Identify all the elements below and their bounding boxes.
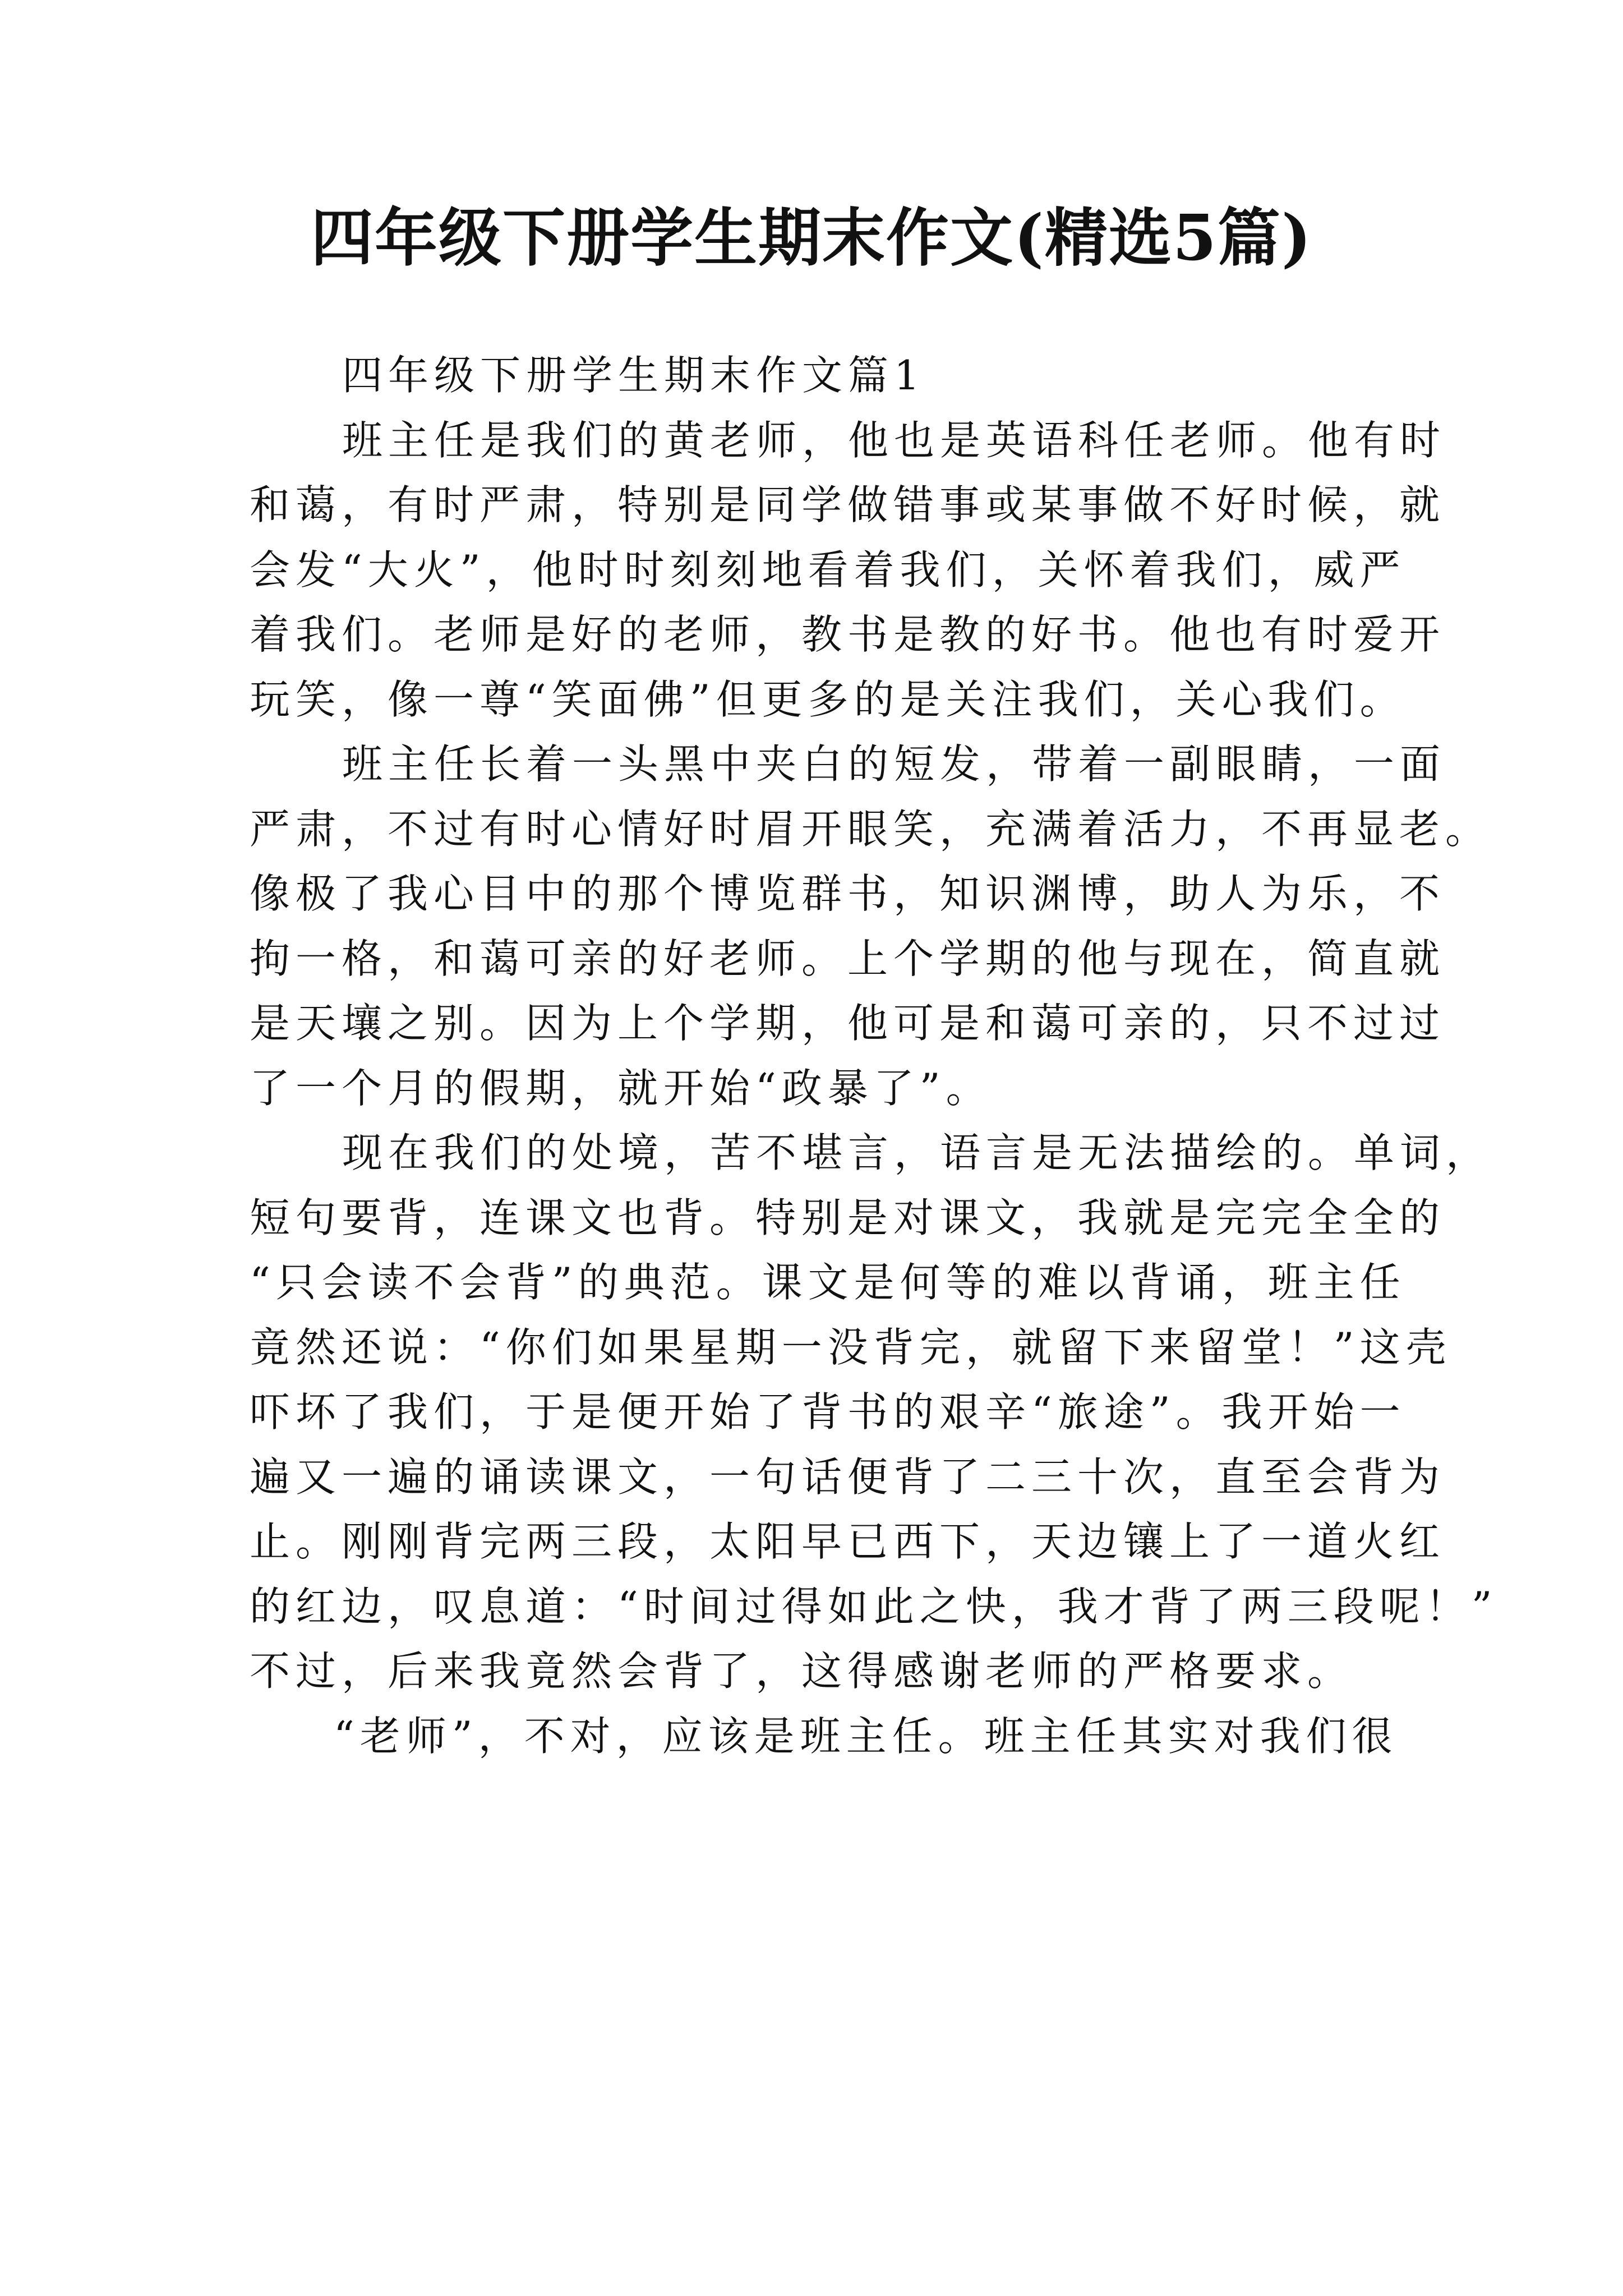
paragraph-line: 的红边，叹息道：“时间过得如此之快，我才背了两三段呢！” <box>250 1582 1498 1630</box>
paragraph-line: 玩笑，像一尊“笑面佛”但更多的是关注我们，关心我们。 <box>250 675 1406 723</box>
paragraph-line: 像极了我心目中的那个博览群书，知识渊博，助人为乐，不 <box>250 870 1446 917</box>
paragraph-line: 班主任是我们的黄老师，他也是英语科任老师。他有时 <box>342 416 1446 464</box>
document-title: 四年级下册学生期末作文(精选5篇) <box>311 201 1312 275</box>
section-heading: 四年级下册学生期末作文篇1 <box>342 352 925 399</box>
paragraph-line: 止。刚刚背完两三段，太阳早已西下，天边镶上了一道火红 <box>250 1518 1446 1565</box>
paragraph-line: 是天壤之别。因为上个学期，他可是和蔼可亲的，只不过过 <box>250 1000 1446 1047</box>
paragraph-line: 遍又一遍的诵读课文，一句话便背了二三十次，直至会背为 <box>250 1453 1446 1501</box>
paragraph-line: 了一个月的假期，就开始“政暴了”。 <box>250 1064 992 1112</box>
paragraph-line: 会发“大火”，他时时刻刻地看着我们，关怀着我们，威严 <box>250 546 1406 593</box>
paragraph-line: 现在我们的处境，苦不堪言，语言是无法描绘的。单词， <box>342 1129 1492 1176</box>
document-body <box>250 343 1498 1769</box>
paragraph-line: 着我们。老师是好的老师，教书是教的好书。他也有时爱开 <box>250 611 1446 658</box>
paragraph-line: 竟然还说：“你们如果星期一没背完，就留下来留堂！”这壳 <box>250 1323 1452 1371</box>
paragraph-line: 不过，后来我竟然会背了，这得感谢老师的严格要求。 <box>250 1648 1354 1695</box>
paragraph-line: 和蔼，有时严肃，特别是同学做错事或某事做不好时候，就 <box>250 481 1446 528</box>
paragraph-line: 严肃，不过有时心情好时眉开眼笑，充满着活力，不再显老。 <box>250 805 1492 853</box>
paragraph-line: “老师”，不对，应该是班主任。班主任其实对我们很 <box>334 1712 1398 1760</box>
paragraph-line: 拘一格，和蔼可亲的好老师。上个学期的他与现在，简直就 <box>250 935 1446 982</box>
paragraph-line: 吓坏了我们，于是便开始了背书的艰辛“旅途”。我开始一 <box>250 1388 1406 1435</box>
paragraph-line: “只会读不会背”的典范。课文是何等的难以背诵，班主任 <box>250 1259 1406 1306</box>
paragraph-line: 短句要背，连课文也背。特别是对课文，我就是完完全全的 <box>250 1194 1446 1241</box>
paragraph-line: 班主任长着一头黑中夹白的短发，带着一副眼睛，一面 <box>342 740 1446 788</box>
